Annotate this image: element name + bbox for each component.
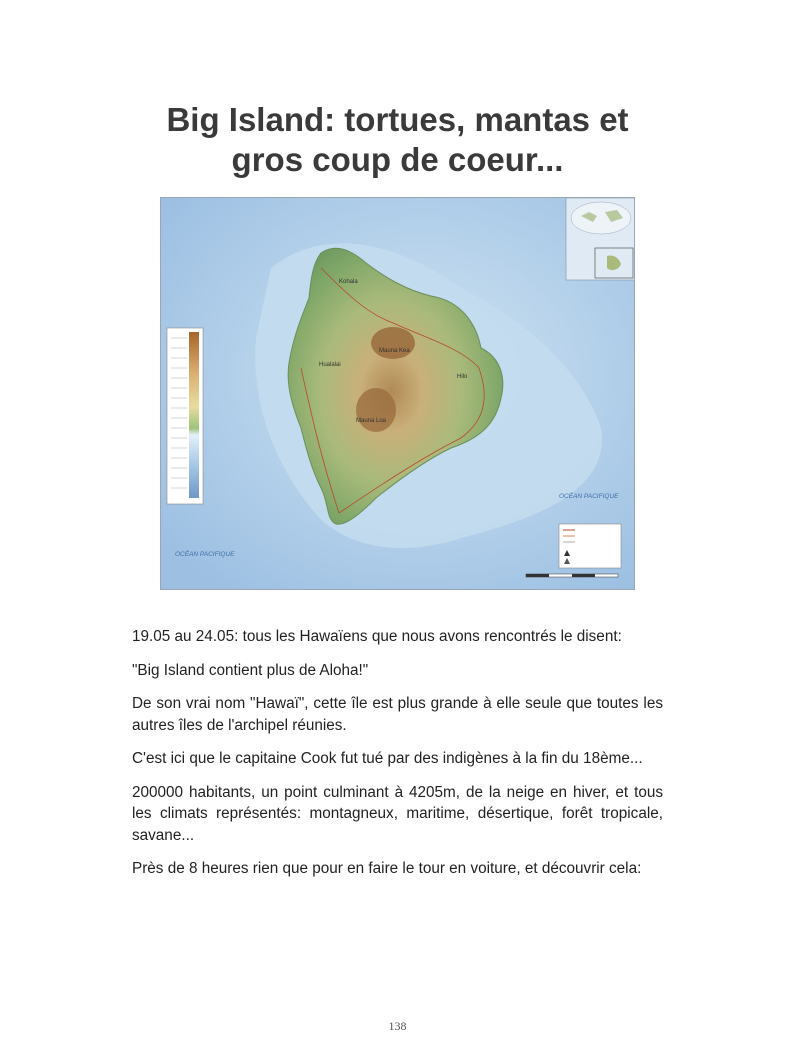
map-label-mauna-kea: Mauna Kea <box>379 348 410 354</box>
map-label-kohala: Kohala <box>339 279 358 285</box>
ocean-label-sw: OCÉAN PACIFIQUE <box>175 551 235 558</box>
paragraph: Près de 8 heures rien que pour en faire le tour en voiture, et découvrir cela: <box>132 860 642 877</box>
map-key <box>559 524 621 568</box>
paragraph: "Big Island contient plus de Aloha!" <box>132 661 369 679</box>
ocean-label-se: OCÉAN PACIFIQUE <box>559 493 619 500</box>
title-line-1: Big Island: tortues, mantas et <box>166 101 629 138</box>
page-title <box>0 100 795 180</box>
map-graphic <box>161 198 635 590</box>
article-body <box>132 626 663 892</box>
map-label-hualalai: Hualalai <box>319 362 341 368</box>
locator-inset <box>566 198 635 280</box>
elevation-legend <box>167 328 203 504</box>
title-line-2: gros coup de coeur... <box>231 141 564 178</box>
paragraph: C'est ici que le capitaine Cook fut tué par des indigènes à la fin du 18ème... <box>132 750 643 767</box>
page-number: 138 <box>388 1019 407 1033</box>
map-label-hilo: Hilo <box>457 374 468 380</box>
scale-bar <box>526 574 618 577</box>
big-island-map <box>160 197 635 590</box>
paragraph: De son vrai nom "Hawaï", cette île est plus grande à elle seule que toutes les autres îles de l'archipel réunies. <box>132 695 663 734</box>
paragraph: 200000 habitants, un point culminant à 4205m, de la neige en hiver, et tous les climats représentés: montagneux, maritime, désertique, forêt tropicale, savane... <box>132 783 663 844</box>
map-label-mauna-loa: Mauna Loa <box>356 418 387 424</box>
paragraph: 19.05 au 24.05: tous les Hawaïens que nous avons rencontrés le disent: <box>132 628 622 645</box>
